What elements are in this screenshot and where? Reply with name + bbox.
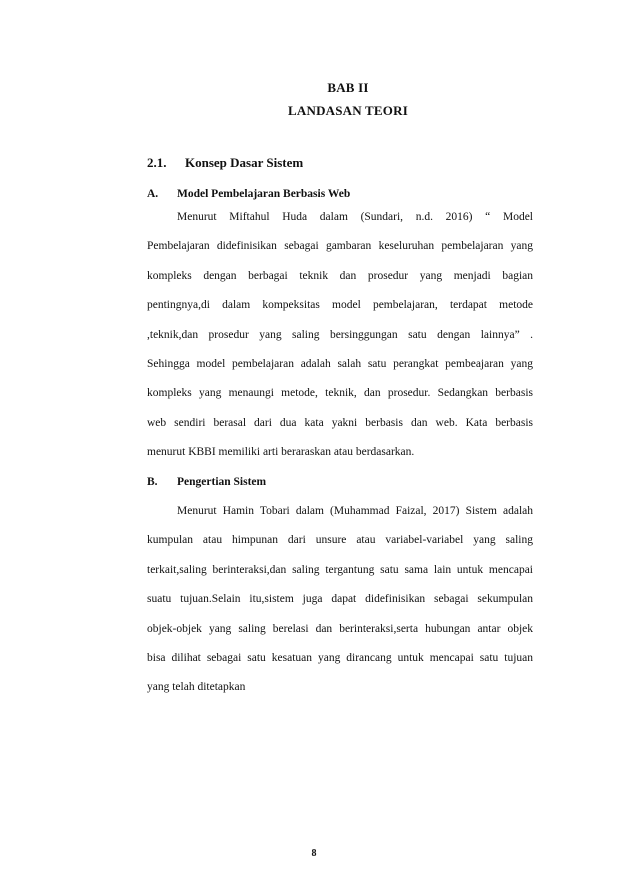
- subsection-a-paragraph: [147, 203, 533, 468]
- subsection-b-letter: B.: [147, 476, 158, 488]
- section-heading: [147, 155, 303, 171]
- paragraph-line: Pembelajaran didefinisikan sebagai gambaran keseluruhan pembelajaran yang: [147, 240, 533, 253]
- page-number: 8: [311, 848, 317, 859]
- paragraph-line: yang telah ditetapkan: [147, 681, 246, 694]
- subsection-a-letter: A.: [147, 188, 159, 200]
- paragraph-line: Sehingga model pembelajaran adalah salah satu perangkat pembeajaran yang: [147, 357, 533, 370]
- paragraph-line: Menurut Hamin Tobari dalam (Muhammad Faizal, 2017) Sistem adalah: [177, 505, 533, 517]
- section-title: Konsep Dasar Sistem: [185, 155, 304, 170]
- paragraph-line: suatu tujuan.Selain itu,sistem juga dapat didefinisikan sebagai sekumpulan: [147, 593, 533, 606]
- paragraph-line: Menurut Miftahul Huda dalam (Sundari, n.d. 2016) “ Model: [177, 211, 533, 223]
- subsection-a-title: Model Pembelajaran Berbasis Web: [177, 188, 351, 200]
- paragraph-line: bisa dilihat sebagai satu kesatuan yang dirancang untuk mencapai satu tujuan: [147, 651, 533, 664]
- chapter-title: LANDASAN TEORI: [288, 103, 408, 118]
- subsection-b-title: Pengertian Sistem: [177, 476, 267, 488]
- subsection-a-heading: [147, 188, 350, 200]
- paragraph-line: terkait,saling berinteraksi,dan saling tergantung satu sama lain untuk mencapai: [147, 563, 533, 576]
- subsection-b-paragraph: [147, 497, 533, 703]
- paragraph-line: web sendiri berasal dari dua kata yakni berbasis dan web. Kata berbasis: [147, 416, 533, 429]
- paragraph-line: pentingnya,di dalam kompeksitas model pembelajaran, terdapat metode: [147, 299, 533, 312]
- paragraph-line: ,teknik,dan prosedur yang saling bersinggungan satu dengan lainnya” .: [147, 328, 533, 341]
- chapter-number: BAB II: [327, 80, 369, 95]
- paragraph-line: kumpulan atau himpunan dari unsure atau variabel-variabel yang saling: [147, 534, 533, 547]
- subsection-b-heading: [147, 476, 266, 488]
- paragraph-line: objek-objek yang saling berelasi dan berinteraksi,serta hubungan antar objek: [147, 622, 533, 635]
- section-number: 2.1.: [147, 155, 167, 170]
- paragraph-line: menurut KBBI memiliki arti beraraskan atau berdasarkan.: [147, 446, 415, 459]
- paragraph-line: kompleks dengan berbagai teknik dan prosedur yang menjadi bagian: [147, 269, 533, 282]
- paragraph-line: kompleks yang menaungi metode, teknik, dan prosedur. Sedangkan berbasis: [147, 387, 533, 400]
